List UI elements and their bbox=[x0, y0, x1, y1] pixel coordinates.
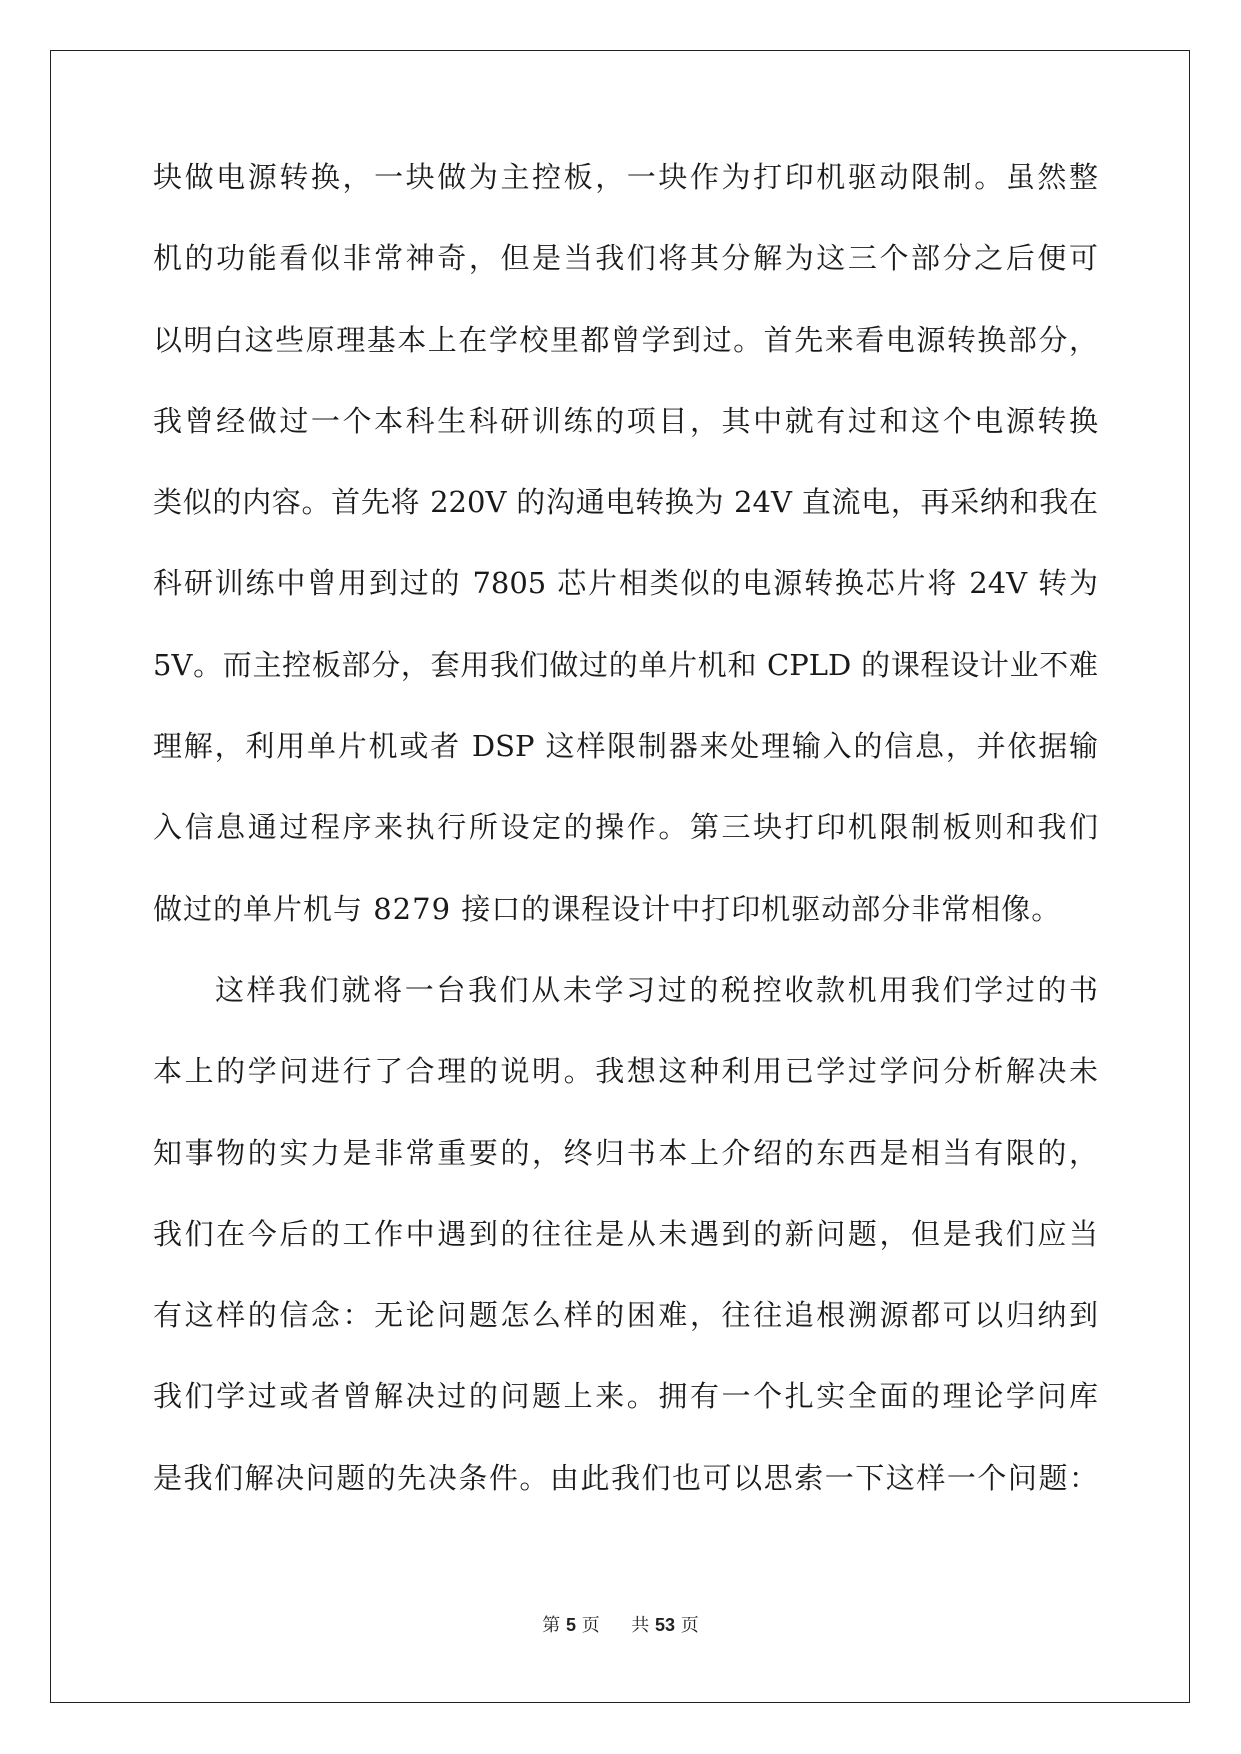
text-line-4: 我曾经做过一个本科生科研训练的项目，其中就有过和这个电源转换 bbox=[153, 403, 1098, 438]
text-line-11: 这样我们就将一台我们从未学习过的税控收款机用我们学过的书 bbox=[215, 972, 1098, 1007]
footer-total-suffix: 页 bbox=[680, 1615, 699, 1636]
text-line-9: 入信息通过程序来执行所设定的操作。第三块打印机限制板则和我们 bbox=[153, 810, 1098, 845]
text-line-15: 有这样的信念：无论问题怎么样的困难，往往追根溯源都可以归纳到 bbox=[153, 1298, 1098, 1333]
text-line-5: 类似的内容。首先将 220V 的沟通电转换为 24V 直流电，再采纳和我在 bbox=[153, 485, 1098, 520]
text-line-16: 我们学过或者曾解决过的问题上来。拥有一个扎实全面的理论学问库 bbox=[153, 1379, 1098, 1414]
footer-total-prefix: 共 bbox=[631, 1615, 650, 1636]
text-line-13: 知事物的实力是非常重要的，终归书本上介绍的东西是相当有限的， bbox=[153, 1135, 1098, 1170]
text-line-14: 我们在今后的工作中遇到的往往是从未遇到的新问题，但是我们应当 bbox=[153, 1216, 1098, 1251]
document-body bbox=[153, 160, 1098, 1542]
page-footer bbox=[0, 1611, 1241, 1637]
footer-page-prefix: 第 bbox=[542, 1615, 561, 1636]
text-line-10: 做过的单片机与 8279 接口的课程设计中打印机驱动部分非常相像。 bbox=[153, 891, 1062, 926]
text-line-17: 是我们解决问题的先决条件。由此我们也可以思索一下这样一个问题： bbox=[153, 1460, 1098, 1495]
text-line-1: 块做电源转换，一块做为主控板，一块作为打印机驱动限制。虽然整 bbox=[153, 160, 1098, 194]
footer-page-number: 5 bbox=[566, 1615, 577, 1635]
text-line-6: 科研训练中曾用到过的 7805 芯片相类似的电源转换芯片将 24V 转为 bbox=[153, 566, 1098, 601]
footer-total-pages: 53 bbox=[654, 1615, 675, 1635]
text-line-12: 本上的学问进行了合理的说明。我想这种利用已学过学问分析解决未 bbox=[153, 1054, 1098, 1089]
text-line-2: 机的功能看似非常神奇，但是当我们将其分解为这三个部分之后便可 bbox=[153, 241, 1098, 276]
footer-page-suffix: 页 bbox=[581, 1615, 600, 1636]
text-line-7: 5V。而主控板部分，套用我们做过的单片机和 CPLD 的课程设计业不难 bbox=[153, 647, 1098, 682]
text-line-8: 理解，利用单片机或者 DSP 这样限制器来处理输入的信息，并依据输 bbox=[153, 729, 1098, 764]
text-line-3: 以明白这些原理基本上在学校里都曾学到过。首先来看电源转换部分， bbox=[153, 322, 1098, 357]
